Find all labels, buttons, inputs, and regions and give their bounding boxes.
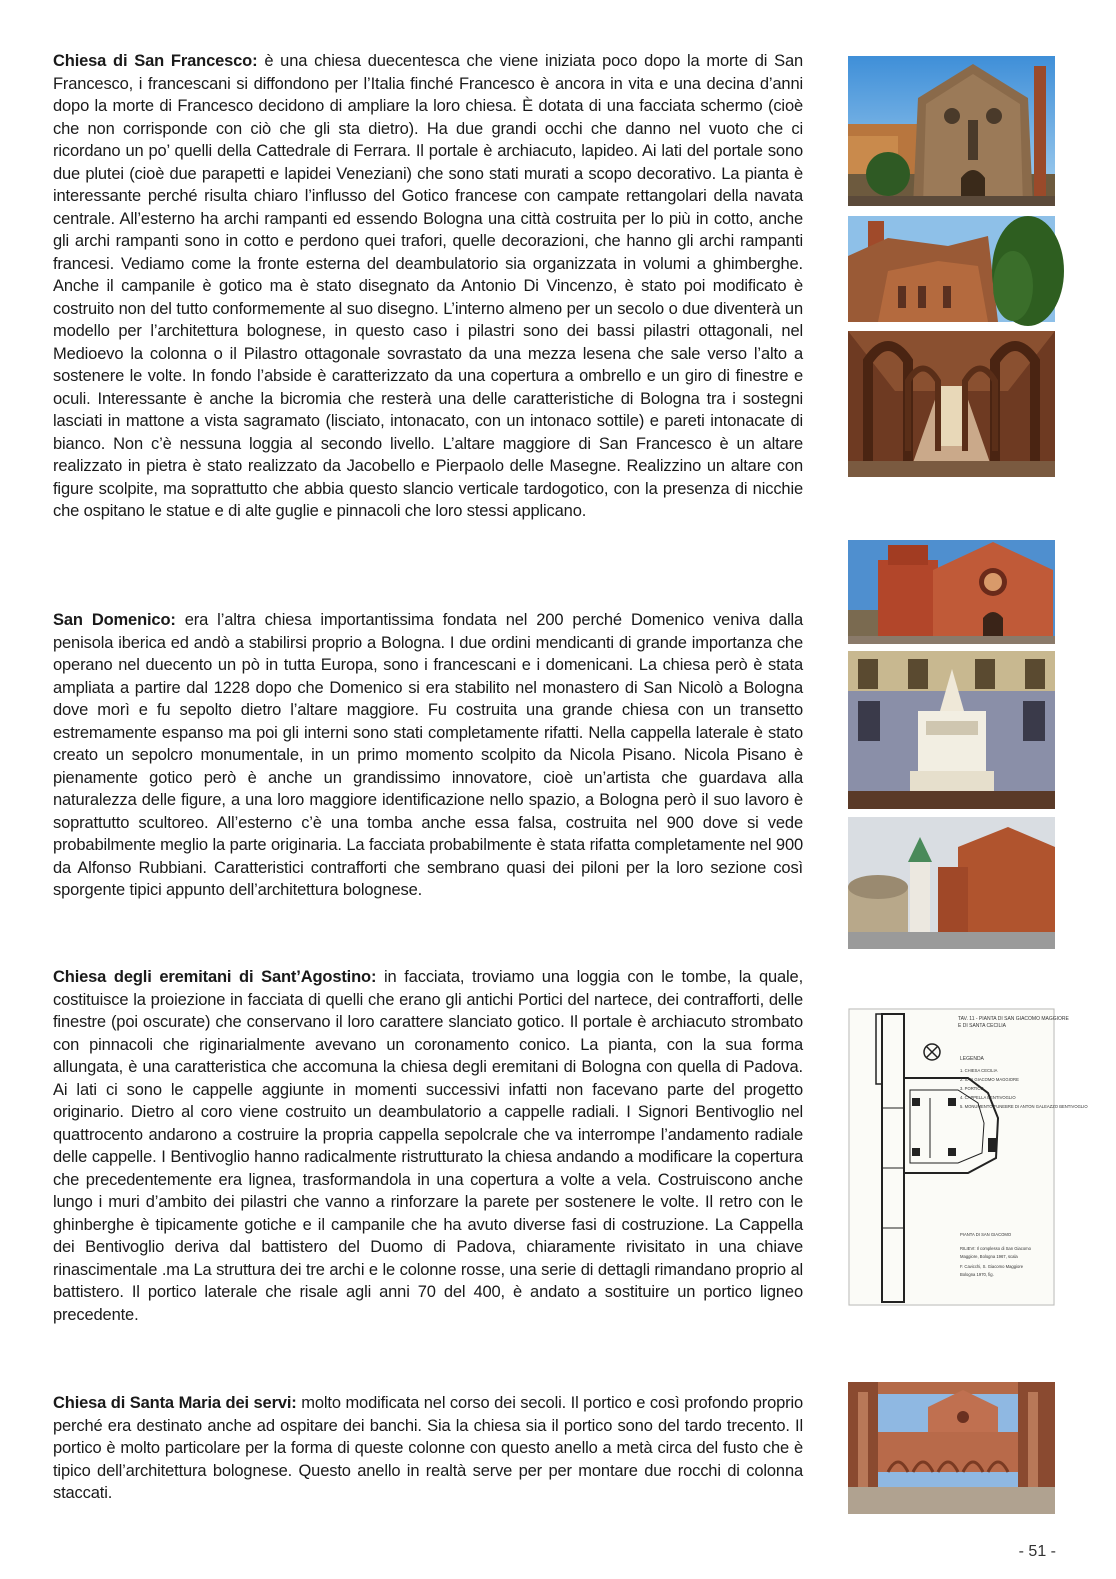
section-title: San Domenico: — [53, 611, 176, 629]
plan-legend-item: 4. CAPPELLA BENTIVOGLIO — [960, 1095, 1016, 1100]
photo-san-domenico-tomb — [848, 817, 1055, 949]
photo-san-francesco-interior — [848, 331, 1055, 477]
plan-footer-line: F. Cavicchi, S. Giacomo Maggiore — [960, 1264, 1024, 1269]
plan-footer-line: Maggiore, Bologna 1967, scala — [960, 1254, 1018, 1259]
paragraph-san-francesco — [53, 50, 803, 523]
section-san-francesco — [53, 50, 803, 523]
plan-legend-item: 3. PORTICO — [960, 1086, 984, 1091]
section-title: Chiesa di San Francesco: — [53, 52, 258, 70]
plan-footer-line: PIANTA DI SAN GIACOMO — [960, 1232, 1012, 1237]
section-san-domenico — [53, 609, 803, 902]
section-body: molto modificata nel corso dei secoli. Il portico e così profondo proprio perché era destinato anche ad ospitare dei banchi. Sia la chiesa sia il portico sono del tardo trecento. Il portico è molto particolare per la forma di queste colonne con questo anello a metà circa del fusto che è tipico dell’architettura bolognese. Questo anello in realtà serve per per montare due rocchi di colonna staccati. — [53, 1394, 804, 1502]
section-sant-agostino — [53, 966, 803, 1326]
photo-arca-san-domenico — [848, 651, 1055, 809]
section-body: in facciata, troviamo una loggia con le tombe, la quale, costituisce la proiezione in facciata di quelli che erano gli antichi Portici del nartece, dei contrafforti, delle finestre (poi oscurate) che conservano il loro carattere slanciato gotico. Il portale è archiacuto strombato con pinnacoli che riginarialmente avevano un coronamento conico. La pianta, con la sua forma allungata, è una caratteristica che accomuna la chiesa degli eremitani di Bologna con quella di Padova. Ai lati ci sono le cappelle aggiunte in momenti successivi infatti non facevano parte del progetto originario. Dietro al coro viene costruito un deambulatorio a cappelle radiali. I Signori Bentivoglio nel quattrocento andarono a costruire la propria cappella sepolcrale che va interrompe l’andamento radiale delle cappelle. I Bentivoglio hanno radicalmente ristrutturato la chiesa andando a modificare la copertura che precedentemente era lignea, trasformandola in una copertura a volte a vela. Costruiscono anche lungo i muri d’ambito dei pilastri che vanno a rinforzare la parete per sostenere le volte. Il retro con le ghinberghe è tipicamente gotiche e il campanile che ha avuto diverse fasi di costruzione. La Cappella dei Bentivoglio deriva dal battistero del Duomo di Padova, chiaramente rivisitato in una chiave rinascimentale .ma La struttura dei tre archi e le colonne rosse, una serie di dettagli rimandano proprio al battistero. Il portico laterale che risale agli anni 70 del 400, è andato a sostituire un portico ligneo precedente. — [53, 968, 804, 1324]
plan-legend-title: LEGENDA — [960, 1056, 984, 1062]
section-body: era l’altra chiesa importantissima fondata nel 200 perché Domenico veniva dalla penisola iberica ed andò a stabilirsi proprio a Bologna. I due ordini mendicanti di grande importanza che operano nel duecento un pò in tutta Europa, sono i francescani e i domenicani. La chiesa però è stata ampliata a partire dal 1228 dopo che Domenico si era stabilito nel monastero di San Nicolò a Bologna dove morì e fu sepolto dietro l’altare maggiore. Fu costruita una grande chiesa con un transetto estremamente espanso ma poi gli interni sono stati completamente rifatti. Nella cappella laterale è stato creato un sepolcro monumentale, in un primo momento scolpito da Nicola Pisano. Nicola Pisano è pienamente gotico però è anche un grandissimo innovatore, cioè un’artista che guardava alla naturalezza delle figure, a una loro maggiore identificazione nello spazio, a Bologna però il suo lavoro è soprattutto scultoreo. All’esterno c’è una tomba anche essa falsa, costruita nel 900 dove si vede probabilmente meglio la parte originaria. La facciata probabilmente è stata rifatta completamente nel 900 da Alfonso Rubbiani. Caratteristici contrafforti che sembrano quasi dei piloni per la loro sezione così sporgente tipici appunto dell’architettura bolognese. — [53, 611, 804, 899]
plan-footer-line: Bologna 1970, fig. — [960, 1272, 994, 1277]
plan-footer-line: RILIEVI: Il complesso di San Giacomo — [960, 1246, 1031, 1251]
plan-header-line: E DI SANTA CECILIA — [958, 1023, 1006, 1029]
photo-san-francesco-apse — [848, 216, 1055, 322]
photo-san-francesco-facade — [848, 56, 1055, 206]
paragraph-san-domenico — [53, 609, 803, 902]
paragraph-sant-agostino — [53, 966, 803, 1326]
section-santa-maria-dei-servi — [53, 1392, 803, 1505]
plan-legend-item: 1. CHIESA CECILIA — [960, 1068, 998, 1073]
section-title: Chiesa degli eremitani di Sant’Agostino: — [53, 968, 377, 986]
photo-santa-maria-dei-servi-portico — [848, 1382, 1055, 1514]
plan-legend-item: 5. MONUMENTO FUNEBRE DI ANTON GALEAZZO BENTIVOGLIO — [960, 1104, 1088, 1109]
plan-drawing-sant-agostino — [848, 1008, 1088, 1306]
section-body: è una chiesa duecentesca che viene iniziata poco dopo la morte di San Francesco, i francescani si diffondono per l’Italia finché Francesco è ancora in vita e una decina d’anni dopo la morte di Francesco decidono di ampliare la loro chiesa. È dotata di una facciata schermo (cioè che non corrisponde con ciò che gli sta dietro). Ha due grandi occhi che danno nel vuoto che ci ricordano un po’ quelli della Cattedrale di Ferrara. Il portale è archiacuto, lapideo. Ai lati del portale sono due plutei (cioè due parapetti e lapidei Veneziani) che sono stati murati a scopo decorativo. La pianta è interessante perché risulta chiaro l’influsso del Gotico francese con campate rettangolari della navata centrale. All’esterno ha archi rampanti ed essendo Bologna una città costruita per lo più in cotto, anche gli archi rampanti sono in cotto e perdono quei trafori, quelle decorazioni, che hanno gli archi rampanti francesi. Vediamo come la fronte esterna del deambulatorio sia organizzata in volumi a ghimberghe. Anche il campanile è gotico ma è stato disegnato da Antonio Di Vincenzo, è stato poi modificato è costruito non del tutto conformemente al suo disegno. L’interno almeno per un secolo o due diventerà un modello per l’architettura bolognese, in questo caso i pilastri sono dei bassi pilastri ottagonali, nel Medioevo la colonna o il Pilastro ottagonale sovrastato da una mezza lesena che sale verso l’alto a sostenere le volte. In fondo l’abside è caratterizzato da una copertura a ombrello e un giro di finestre e oculi. Interessante è anche la bicromia che resterà una delle caratteristiche di Bologna tra i sostegni lasciati in mattone a vista sagramato (lisciato, intonacato, con un intonaco sottile) e pareti intonacate di bianco. Non c’è nessuna loggia al secondo livello. L’altare maggiore di San Francesco è un altare realizzato in pietra è stato realizzato da Jacobello e Pierpaolo delle Masegne. Realizzino un altare con figure scolpite, ma soprattutto che abbia questo slancio verticale tardogotico, con la presenza di nicchie che ospitano le statue e di alte guglie e pinnacoli che loro stessi applicano. — [53, 52, 803, 520]
page-number: - 51 - — [1018, 1543, 1056, 1560]
paragraph-santa-maria-dei-servi — [53, 1392, 803, 1505]
plan-header-line: TAV. 11 - PIANTA DI SAN GIACOMO MAGGIORE — [958, 1016, 1069, 1022]
plan-legend-item: 2. SAN GIACOMO MAGGIORE — [960, 1077, 1019, 1082]
plan-drawing — [848, 1008, 1088, 1306]
section-title: Chiesa di Santa Maria dei servi: — [53, 1394, 297, 1412]
photo-san-domenico-facade — [848, 540, 1055, 644]
